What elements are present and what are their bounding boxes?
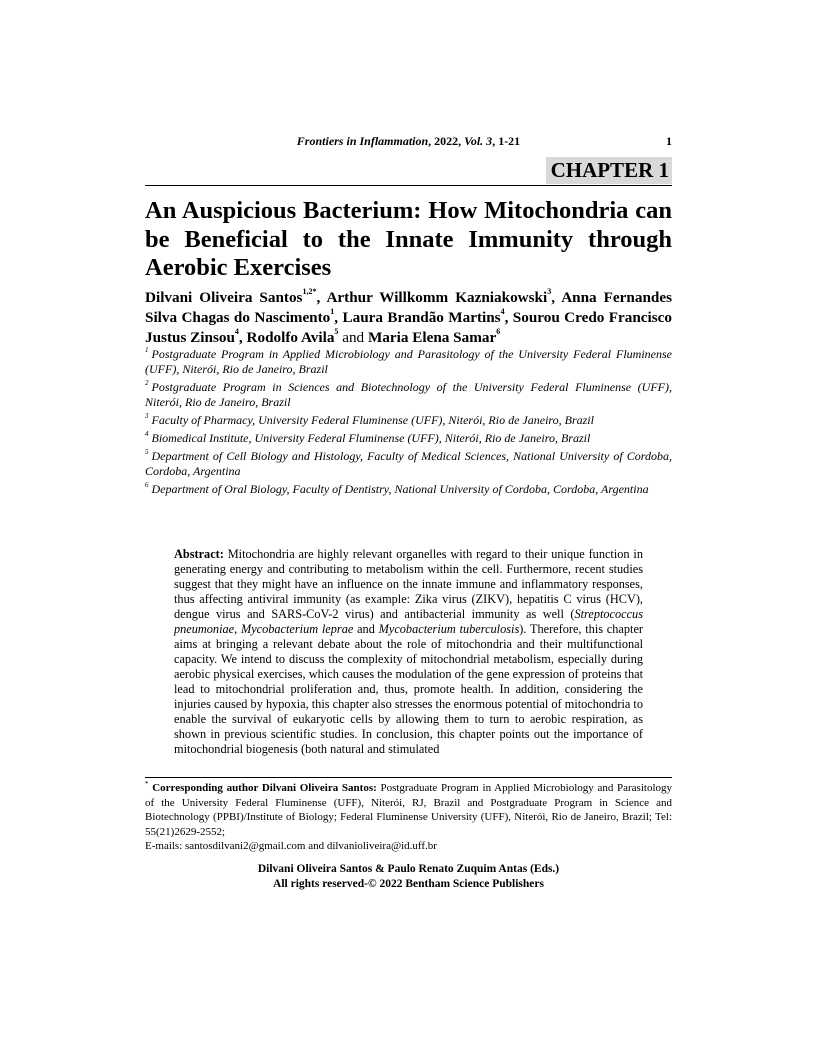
footnote-text: Postgraduate Program in Applied Microbiology and Parasitology of the University Federal Fluminense (UFF), Niterói, RJ, Brazil and Postgraduate Program in Science and Biotechnology (PPBI)/Institute of Biology; Federal Fluminense University (UFF), Niterói, Rio de Janeiro, Brazil; Tel: 55(21)2629-2552; <box>145 782 673 838</box>
abstract-text: Mitochondria are highly relevant organelles with regard to their unique function in generating energy and contributing to metabolism within the cell. Furthermore, recent studies suggest that they might have an influence on the innate immune and inflammatory responses, thus affecting antiviral immunity (as example: Zika virus (ZIKV), hepatitis C virus (HCV), dengue virus and SARS-CoV-2 virus) and antibacterial immunity as well ( <box>174 547 643 621</box>
affiliation-text: Department of Cell Biology and Histology, Faculty of Medical Sciences, National University of Cordoba, Cordoba, Argentina <box>145 449 672 478</box>
rights-line: All rights reserved-© 2022 Bentham Science Publishers <box>273 878 544 890</box>
author-separator: , <box>334 309 343 326</box>
affiliation-text: Biomedical Institute, University Federal Fluminense (UFF), Niterói, Rio de Janeiro, Brazil <box>151 431 591 445</box>
author-name: Rodolfo Avila <box>246 329 335 346</box>
author-list <box>145 288 672 348</box>
author-name: Sourou Credo Francisco Justus Zinsou <box>145 309 673 346</box>
journal-pages: , 1-21 <box>492 134 521 148</box>
author-separator: , <box>504 309 513 326</box>
affiliation-item <box>145 431 672 446</box>
footnote-divider <box>145 777 672 778</box>
publisher-block <box>145 862 672 892</box>
chapter-label: CHAPTER 1 <box>546 157 672 184</box>
article-title: An Auspicious Bacterium: How Mitochondria can be Beneficial to the Innate Immunity through Aerobic Exercises <box>145 197 672 281</box>
affiliation-item <box>145 413 672 428</box>
abstract <box>174 547 643 757</box>
abstract-text: ). Therefore, this chapter aims at bringing a relevant debate about the role of mitochondria and their multifunctional capacity. We intend to discuss the complexity of mitochondrial metabolism, especially during aerobic physical exercises, which causes the modulation of the gene expression of proteins that lead to mitochondrial proliferation and, thus, promote health. In addition, considering the injuries caused by hypoxia, this chapter also stresses the enormous potential of mitochondria to enable the survival of eukaryotic cells by allowing them to turn to aerobic respiration, as shown in previous scientific studies. In conclusion, this chapter points out the importance of mitochondrial biogenesis (both natural and stimulated <box>174 622 643 756</box>
affiliation-item <box>145 380 672 410</box>
affiliation-text: Postgraduate Program in Sciences and Biotechnology of the University Federal Fluminense (UFF), Niterói, Rio de Janeiro, Brazil <box>145 380 672 409</box>
author-name: Arthur Willkomm Kazniakowski <box>326 289 548 306</box>
affiliation-list <box>145 347 672 500</box>
affiliation-text: Faculty of Pharmacy, University Federal Fluminense (UFF), Niterói, Rio de Janeiro, Brazil <box>151 413 594 427</box>
editors-line: Dilvani Oliveira Santos & Paulo Renato Zuquim Antas (Eds.) <box>257 863 560 875</box>
author-affiliation-marker: 1 <box>330 307 335 316</box>
journal-name: Frontiers in Inflammation <box>296 134 429 148</box>
affiliation-text: Department of Oral Biology, Faculty of Dentistry, National University of Cordoba, Cordoba, Argentina <box>151 482 649 496</box>
abstract-label: Abstract: <box>174 547 224 561</box>
author-separator: , <box>551 289 562 306</box>
affiliation-number: 2 <box>145 379 149 387</box>
abstract-species: Mycobacterium tuberculosis <box>378 622 520 636</box>
corresponding-author-footnote <box>145 781 672 854</box>
author-name: Dilvani Oliveira Santos <box>145 289 303 306</box>
footnote-emails: E-mails: santosdilvani2@gmail.com and dilvanioliveira@id.uff.br <box>145 840 437 852</box>
abstract-species: Streptococcus pneumoniae, Mycobacterium leprae <box>174 607 643 636</box>
author-affiliation-marker: 4 <box>500 307 505 316</box>
chapter-header <box>145 157 672 186</box>
author-affiliation-marker: 3 <box>547 287 552 296</box>
affiliation-number: 1 <box>145 346 149 354</box>
author-affiliation-marker: 6 <box>496 327 501 336</box>
author-separator: , <box>238 329 247 346</box>
affiliation-number: 5 <box>145 448 149 456</box>
footnote-label: Corresponding author Dilvani Oliveira Santos: <box>152 782 377 794</box>
page-number: 1 <box>666 134 672 148</box>
author-affiliation-marker: 4 <box>234 327 239 336</box>
affiliation-item <box>145 482 672 497</box>
author-separator: , <box>316 289 327 306</box>
author-affiliation-marker: 1,2* <box>302 287 317 296</box>
affiliation-item <box>145 347 672 377</box>
author-affiliation-marker: 5 <box>334 327 339 336</box>
author-name: Maria Elena Samar <box>367 329 497 346</box>
running-head <box>145 134 672 149</box>
footnote-marker: * <box>145 780 149 788</box>
affiliation-number: 3 <box>145 412 149 420</box>
author-conjunction: and <box>342 329 365 346</box>
author-name: Laura Brandão Martins <box>342 309 501 326</box>
affiliation-number: 6 <box>145 481 149 489</box>
affiliation-item <box>145 449 672 479</box>
author-name: Anna Fernandes Silva Chagas do Nascimento <box>145 289 672 326</box>
affiliation-text: Postgraduate Program in Applied Microbiology and Parasitology of the University Federal Fluminense (UFF), Niterói, Rio de Janeiro, Brazil <box>145 347 672 376</box>
abstract-conjunction: and <box>353 622 379 636</box>
journal-year: , 2022, <box>428 134 465 148</box>
journal-volume: Vol. 3 <box>464 134 493 148</box>
affiliation-number: 4 <box>145 430 149 438</box>
